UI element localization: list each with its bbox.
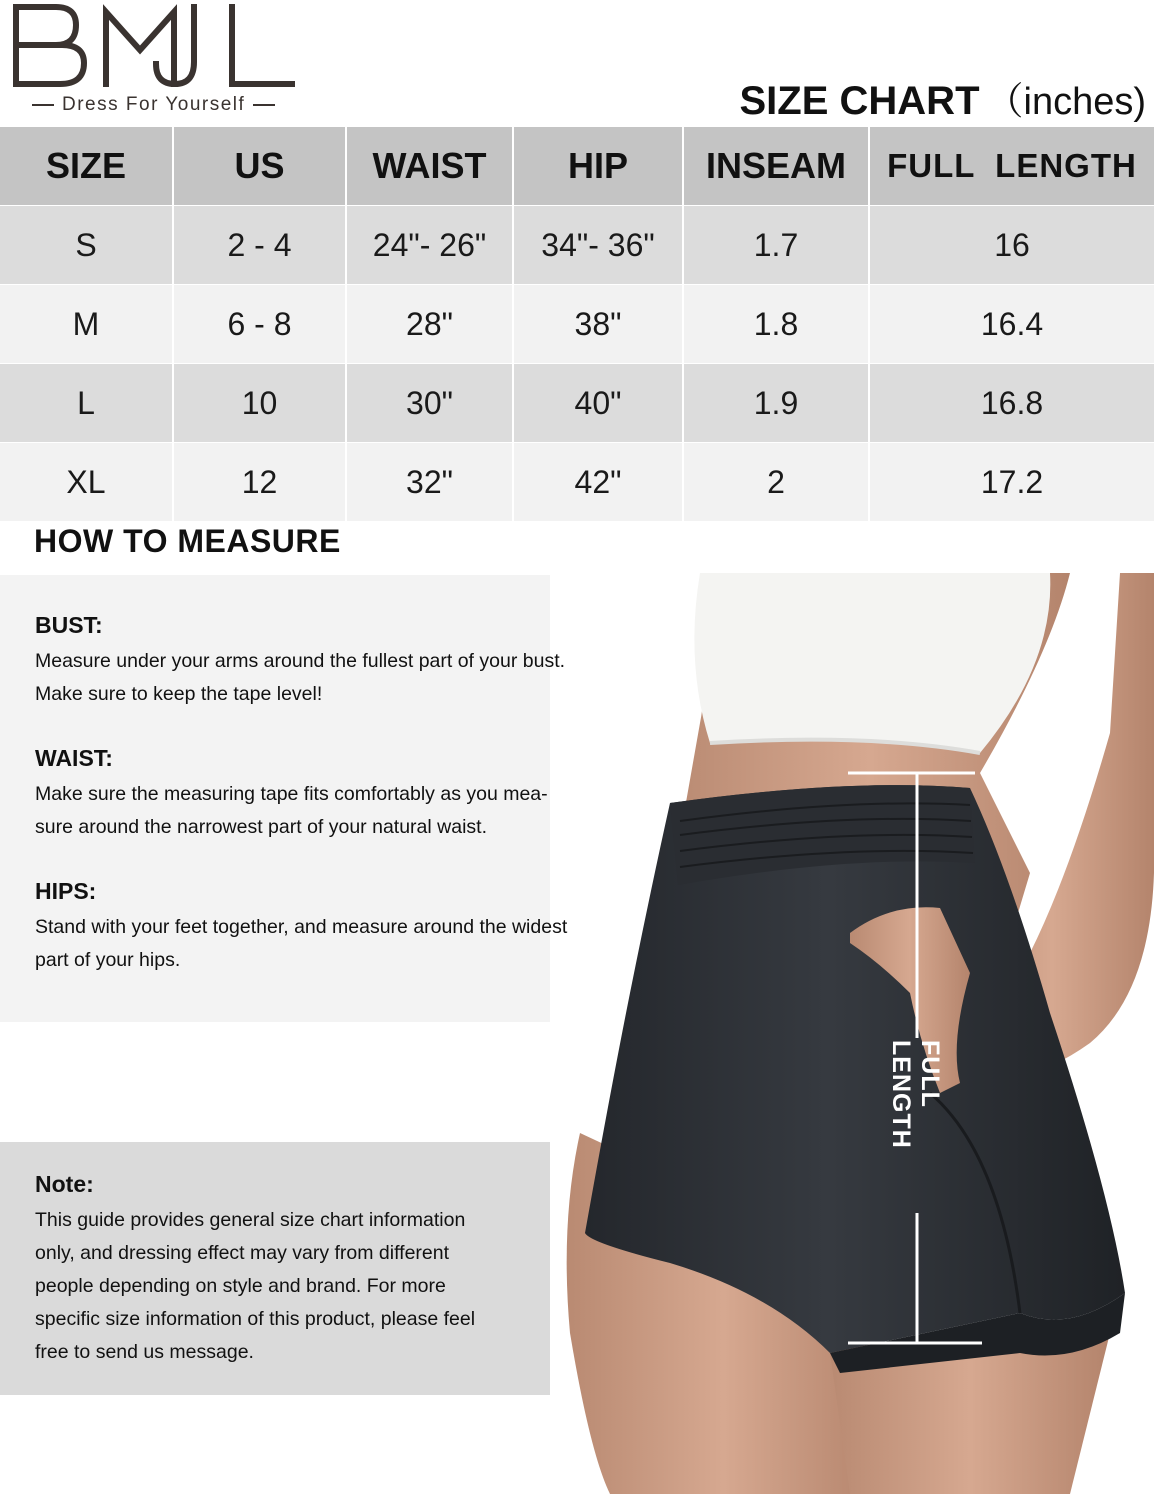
cell-hip: 38"	[513, 285, 683, 364]
header-hip: HIP	[513, 127, 683, 206]
product-photo	[550, 573, 1154, 1494]
cell-waist: 28"	[346, 285, 513, 364]
cell-waist: 32"	[346, 443, 513, 522]
bust-instructions	[35, 612, 635, 711]
note-line: only, and dressing effect may vary from different	[35, 1242, 450, 1264]
header-waist: WAIST	[346, 127, 513, 206]
cell-waist: 24"- 26"	[346, 206, 513, 285]
how-to-measure-title: HOW TO MEASURE	[34, 523, 341, 559]
note-line: people depending on style and brand. For more	[35, 1275, 446, 1297]
hips-line-1: Stand with your feet together, and measure around the widest	[35, 916, 568, 938]
tagline-text: Dress For Yourself	[62, 94, 246, 115]
bust-line-2: Make sure to keep the tape level!	[35, 683, 323, 705]
bust-heading: BUST:	[35, 612, 103, 638]
size-chart-title	[740, 70, 1147, 125]
waist-line-1: Make sure the measuring tape fits comfortably as you mea-	[35, 783, 548, 805]
hips-line-2: part of your hips.	[35, 949, 181, 971]
waist-line-2: sure around the narrowest part of your natural waist.	[35, 816, 487, 838]
hips-instructions	[35, 878, 635, 977]
cell-size: XL	[0, 443, 173, 522]
size-chart-title-unit: （inches)	[985, 81, 1146, 123]
hips-heading: HIPS:	[35, 878, 97, 904]
cell-inseam: 1.9	[683, 364, 869, 443]
cell-us: 10	[173, 364, 346, 443]
cell-inseam: 2	[683, 443, 869, 522]
cell-waist: 30"	[346, 364, 513, 443]
table-row	[0, 443, 1154, 522]
bust-line-1: Measure under your arms around the fullest part of your bust.	[35, 650, 566, 672]
cell-size: S	[0, 206, 173, 285]
note-line: This guide provides general size chart information	[35, 1209, 466, 1231]
cell-hip: 40"	[513, 364, 683, 443]
cell-inseam: 1.8	[683, 285, 869, 364]
bmjl-logo-mark	[10, 2, 300, 92]
cell-hip: 34"- 36"	[513, 206, 683, 285]
tagline-dash-left	[32, 104, 54, 106]
cell-hip: 42"	[513, 443, 683, 522]
cell-size: L	[0, 364, 173, 443]
note-line: specific size information of this product, please feel	[35, 1308, 476, 1330]
header-size: SIZE	[0, 127, 173, 206]
cell-full-length: 16.8	[869, 364, 1154, 443]
cell-inseam: 1.7	[683, 206, 869, 285]
note-block	[35, 1171, 535, 1369]
header-inseam: INSEAM	[683, 127, 869, 206]
waist-heading: WAIST:	[35, 745, 113, 771]
shorts-model-illustration	[550, 573, 1154, 1494]
cell-us: 6 - 8	[173, 285, 346, 364]
header-us: US	[173, 127, 346, 206]
size-chart-table	[0, 127, 1154, 521]
table-row	[0, 285, 1154, 364]
header-full-length: FULL LENGTH	[869, 127, 1154, 206]
cell-us: 12	[173, 443, 346, 522]
brand-logo	[10, 2, 300, 117]
cell-size: M	[0, 285, 173, 364]
cell-us: 2 - 4	[173, 206, 346, 285]
note-line: free to send us message.	[35, 1341, 254, 1363]
table-header-row	[0, 127, 1154, 206]
table-row	[0, 206, 1154, 285]
full-length-measure-label: FULL LENGTH	[887, 1040, 944, 1149]
tagline-dash-right	[253, 104, 275, 106]
cell-full-length: 16.4	[869, 285, 1154, 364]
table-row	[0, 364, 1154, 443]
note-heading: Note:	[35, 1171, 94, 1197]
cell-full-length: 16	[869, 206, 1154, 285]
waist-instructions	[35, 745, 635, 844]
size-chart-title-main: SIZE CHART	[739, 79, 980, 123]
brand-tagline	[32, 94, 294, 116]
cell-full-length: 17.2	[869, 443, 1154, 522]
